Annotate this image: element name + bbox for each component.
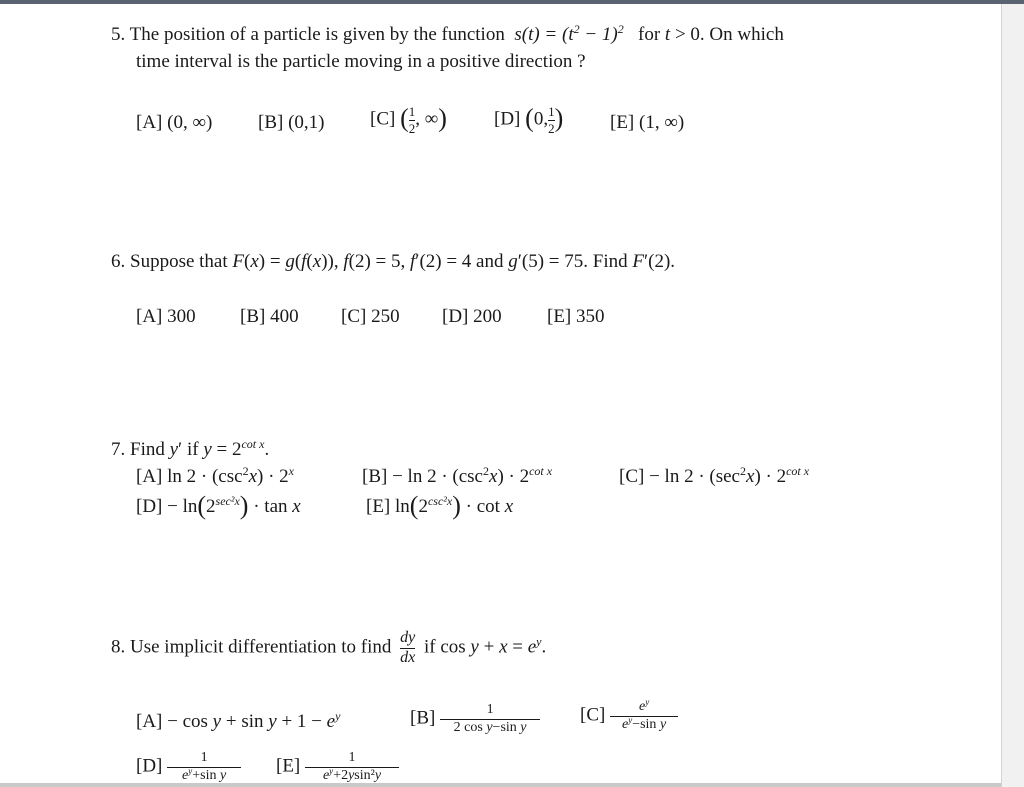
question-function: $s(t) = (t^2 - 1)^2$ (509, 22, 624, 45)
question-number: 5. (111, 24, 126, 45)
question-6-text: 6. Suppose that F(x) = g(f(x)), f(2) = 5, f′(2) = 4 and g′(5) = 75. Find F′(2). (111, 251, 676, 272)
answer-option-e: [E] $\ln(2^{csc^2x}) \cdot \cot x$ (366, 491, 514, 520)
answer-option-d: [D] $\frac{1}{e^y+\sin y}$ (136, 751, 241, 783)
question-5-line1 (111, 22, 784, 45)
question-prompt: The position of a particle is given by the function (129, 24, 505, 45)
answer-option-a: $[A] - \cos y + \sin y + 1 - e^y$ (136, 709, 341, 732)
answer-option-d: $[D] - \ln(2^{sec^2x}) \cdot \tan x$ (136, 491, 301, 520)
answer-option-c: [C] ( $\frac{1}{2}$ , ∞) (370, 103, 447, 136)
answer-option-c: [C] 250 (341, 306, 400, 327)
question-condition: for t > 0. On which (633, 24, 784, 45)
window-top-border (0, 0, 1024, 4)
answer-option-c: [C] $\frac{e^y}{e^y-\sin y}$ (580, 700, 678, 732)
answer-option-a: [A] $\ln 2 \cdot (\csc^2x) \cdot 2^x$ (136, 464, 294, 487)
answer-option-a: [A] 300 (136, 306, 196, 327)
answer-option-d: [D] (0, $\frac{1}{2}$ ) (494, 103, 564, 136)
answer-option-a: [A] (0, ∞) (136, 112, 213, 133)
answer-option-d: [D] 200 (442, 306, 502, 327)
question-5-line2: time interval is the particle moving in a positive direction ? (136, 51, 586, 72)
answer-option-b: [B] $\frac{1}{\text{2 cos y−sin y}}$ (410, 703, 540, 735)
answer-option-e: [E] $\frac{1}{e^y+2ysin^2y}$ (276, 751, 399, 783)
answer-option-c: $[C] - \ln 2 \cdot (\sec^2x) \cdot 2^{cot x}$ (619, 464, 810, 487)
answer-option-b: $[B] - \ln 2 \cdot (\csc^2x) \cdot 2^{cot x}$ (362, 464, 553, 487)
answer-option-e: [E] 350 (547, 306, 605, 327)
bottom-border (0, 783, 1001, 787)
question-8-text: 8. Use implicit differentiation to find $\frac{dy}{dx}$ if $\cos y + x = e^y$. (111, 629, 547, 666)
answer-option-b: [B] 400 (240, 306, 299, 327)
answer-option-e: [E] (1, ∞) (610, 112, 685, 133)
question-7-text: 7. Find y′ if $y = 2^{cot x}$. (111, 437, 270, 460)
answer-option-b: [B] (0,1) (258, 112, 325, 133)
vertical-scrollbar[interactable] (1001, 4, 1024, 787)
